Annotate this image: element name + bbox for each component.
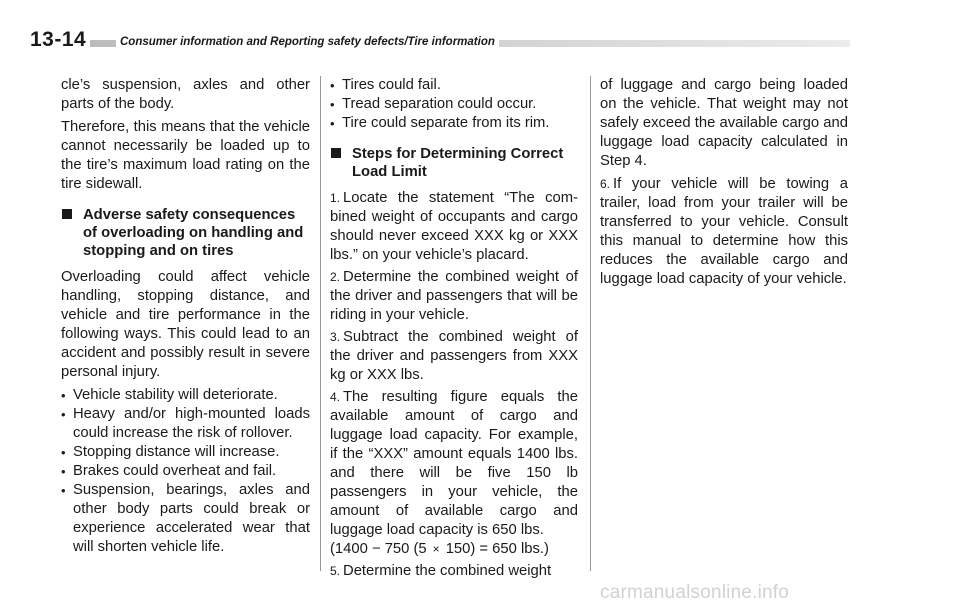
heading-adverse-consequences bbox=[61, 206, 310, 260]
list-item: • Brakes could overheat and fail. bbox=[61, 463, 277, 479]
list-item: • Vehicle stability will deteriorate. bbox=[61, 387, 278, 403]
multiply-sign: × bbox=[432, 542, 440, 556]
bullet-icon: • bbox=[61, 388, 66, 403]
black-square-icon bbox=[62, 209, 72, 219]
heading-text: Adverse safety consequences of overloading on handling and stopping and on tires bbox=[83, 207, 304, 259]
paragraph-therefore: Therefore, this means that the vehicle cannot necessarily be loaded up to the tire’s maximum load rating on the tire sidewall. bbox=[61, 119, 310, 192]
step-6: 6. If your vehicle will be towing a trailer, load from your trailer will be transferred to your vehicle. Consult this manual to determine how this reduces the available cargo and luggage load capacity of your vehicle. bbox=[600, 176, 848, 287]
step-4: 4. The resulting figure equals the available amount of cargo and luggage load capacity. For example, if the “XXX” amount equals 1400 lbs. and there will be five 150 lb passengers in your vehicle, the amount of available cargo and luggage load capacity is 650 lbs. bbox=[330, 389, 578, 538]
bullet-icon: • bbox=[61, 407, 66, 422]
list-item: • Suspension, bearings, axles and other body parts could break or experience accelerated wear that will shorten vehicle life. bbox=[61, 482, 310, 555]
column-2 bbox=[330, 76, 578, 584]
page-number: 13-14 bbox=[30, 28, 90, 52]
step-3: 3. Subtract the combined weight of the driver and passengers from XXX kg or XXX lbs. bbox=[330, 329, 578, 383]
list-item: • Stopping distance will increase. bbox=[61, 444, 280, 460]
column-divider-1 bbox=[320, 76, 321, 571]
bullet-icon: • bbox=[330, 97, 335, 112]
page-header bbox=[30, 30, 850, 54]
list-item: • Tread separation could occur. bbox=[330, 96, 537, 112]
column-1 bbox=[61, 76, 310, 557]
list-item: • Heavy and/or high-mounted loads could increase the risk of rollover. bbox=[61, 406, 310, 441]
step-1: 1. Locate the statement “The combined weight of occupants and cargo should never exceed XXX kg or XXX lbs.” on your vehicle’s placard. bbox=[330, 190, 578, 263]
column-divider-2 bbox=[590, 76, 591, 571]
bullet-icon: • bbox=[61, 445, 66, 460]
bullet-icon: • bbox=[330, 78, 335, 93]
bullet-icon: • bbox=[61, 464, 66, 479]
black-square-icon bbox=[331, 148, 341, 158]
paragraph-overloading: Overloading could affect vehicle handling, stopping distance, and vehicle and tire performance in the following ways. This could lead to an accident and possibly result in severe personal injury. bbox=[61, 269, 310, 380]
list-item: • Tire could separate from its rim. bbox=[330, 115, 550, 131]
formula: (1400 − 750 (5 × 150) = 650 lbs.) bbox=[330, 541, 549, 557]
step-5: 5. Determine the combined weight bbox=[330, 563, 552, 579]
watermark: carmanualsonline.info bbox=[600, 582, 790, 603]
list-item: • Tires could fail. bbox=[330, 77, 441, 93]
paragraph-continued: cle’s suspension, axles and other parts of the body. bbox=[61, 77, 310, 112]
step-2: 2. Determine the combined weight of the driver and passengers that will be riding in your vehicle. bbox=[330, 269, 578, 323]
bullet-icon: • bbox=[61, 483, 66, 498]
heading-steps-load-limit bbox=[330, 145, 578, 181]
section-title: Consumer information and Reporting safety defects/Tire information bbox=[116, 36, 499, 48]
bullet-icon: • bbox=[330, 116, 335, 131]
heading-text: Steps for Determining Correct Load Limit bbox=[352, 146, 564, 180]
paragraph-continued: of luggage and cargo being loaded on the vehicle. That weight may not safely exceed the available cargo and luggage load capacity calculated in Step 4. bbox=[600, 77, 848, 169]
column-3 bbox=[600, 76, 848, 292]
